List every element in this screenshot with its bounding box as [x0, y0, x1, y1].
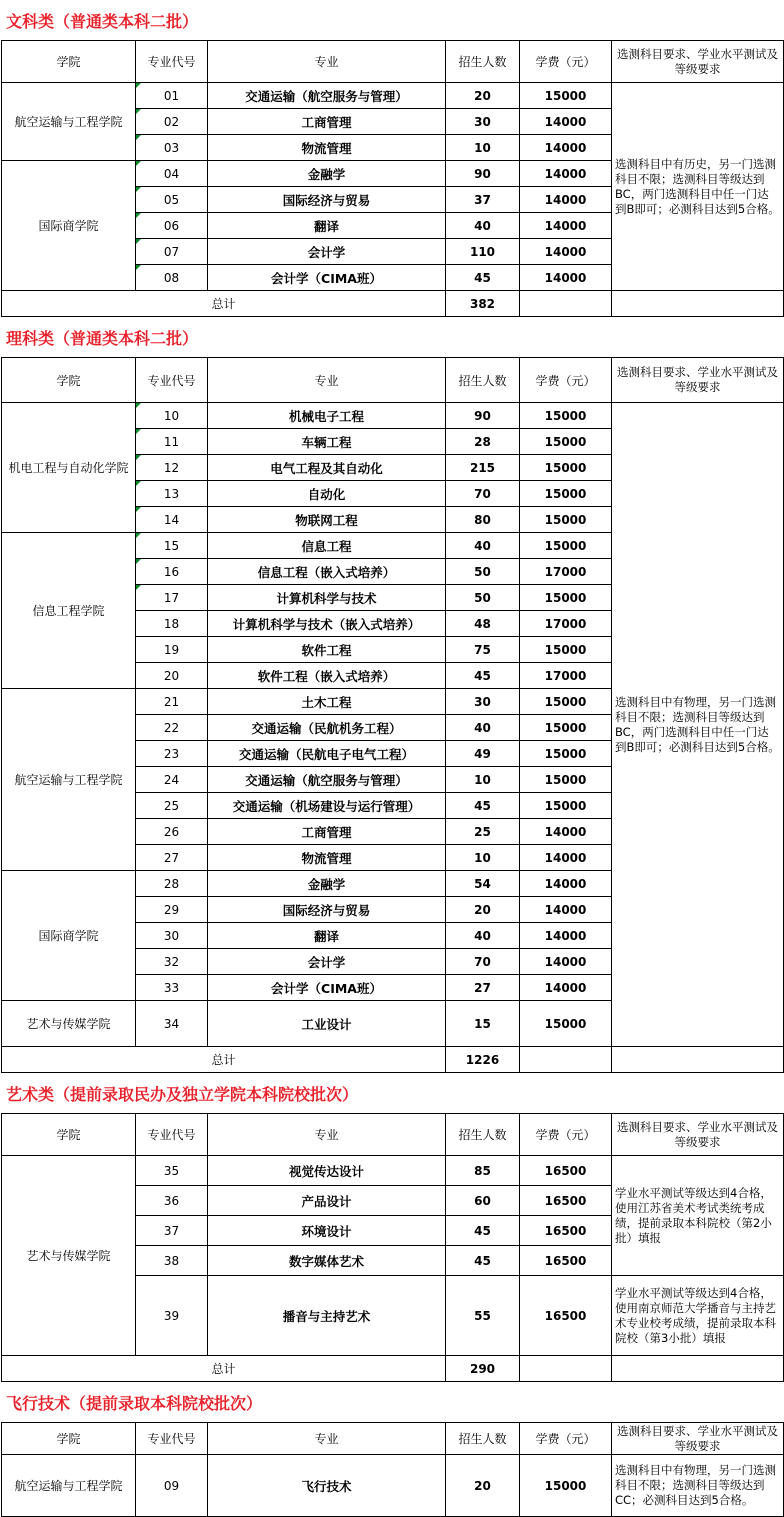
- quota-cell: 20: [446, 83, 520, 109]
- fee-cell: 15000: [520, 585, 612, 611]
- header-code: 专业代号: [136, 1423, 208, 1455]
- major-cell: 翻译: [208, 923, 446, 949]
- fee-cell: 14000: [520, 109, 612, 135]
- code-cell: 21: [136, 689, 208, 715]
- table-row: [2, 1455, 784, 1517]
- major-cell: 工商管理: [208, 819, 446, 845]
- fee-cell: 15000: [520, 793, 612, 819]
- fee-cell: 15000: [520, 83, 612, 109]
- empty-cell: [520, 291, 612, 317]
- fee-cell: 15000: [520, 1455, 612, 1517]
- quota-cell: 10: [446, 767, 520, 793]
- quota-cell: 40: [446, 213, 520, 239]
- major-cell: 飞行技术: [208, 1455, 446, 1517]
- fee-cell: 14000: [520, 975, 612, 1001]
- total-row: [2, 1356, 784, 1382]
- header-major: 专业: [208, 41, 446, 83]
- header-fee: 学费（元）: [520, 358, 612, 403]
- fee-cell: 14000: [520, 923, 612, 949]
- college-cell: 国际商学院: [2, 871, 136, 1001]
- section-title-arts: 艺术类（提前录取民办及独立学院本科院校批次）: [6, 1085, 359, 1104]
- fee-cell: 14000: [520, 187, 612, 213]
- major-cell: 机械电子工程: [208, 403, 446, 429]
- major-cell: 交通运输（民航电子电气工程）: [208, 741, 446, 767]
- header-college: 学院: [2, 1423, 136, 1455]
- header-major: 专业: [208, 1423, 446, 1455]
- quota-cell: 15: [446, 1001, 520, 1047]
- quota-cell: 45: [446, 793, 520, 819]
- major-cell: 视觉传达设计: [208, 1156, 446, 1186]
- code-cell: 24: [136, 767, 208, 793]
- code-cell: 14: [136, 507, 208, 533]
- code-cell: 04: [136, 161, 208, 187]
- quota-cell: 90: [446, 161, 520, 187]
- major-cell: 软件工程: [208, 637, 446, 663]
- major-cell: 车辆工程: [208, 429, 446, 455]
- quota-cell: 10: [446, 845, 520, 871]
- quota-cell: 215: [446, 455, 520, 481]
- fee-cell: 15000: [520, 507, 612, 533]
- major-cell: 会计学: [208, 239, 446, 265]
- code-cell: 17: [136, 585, 208, 611]
- major-cell: 交通运输（航空服务与管理）: [208, 83, 446, 109]
- quota-cell: 45: [446, 1246, 520, 1276]
- code-cell: 28: [136, 871, 208, 897]
- code-cell: 11: [136, 429, 208, 455]
- fee-cell: 14000: [520, 265, 612, 291]
- header-college: 学院: [2, 358, 136, 403]
- code-cell: 18: [136, 611, 208, 637]
- quota-cell: 28: [446, 429, 520, 455]
- fee-cell: 14000: [520, 845, 612, 871]
- section-title-science: 理科类（普通类本科二批）: [6, 329, 199, 348]
- header-quota: 招生人数: [446, 358, 520, 403]
- total-value: 1226: [446, 1047, 520, 1073]
- quota-cell: 30: [446, 109, 520, 135]
- total-label: 总计: [2, 1047, 446, 1073]
- college-cell: 国际商学院: [2, 161, 136, 291]
- requirement-cell: 选测科目中有物理，另一门选测科目不限；选测科目等级达到BC，两门选测科目中任一门达到B即可；必测科目达到5合格。: [612, 403, 784, 1047]
- quota-cell: 45: [446, 265, 520, 291]
- fee-cell: 16500: [520, 1156, 612, 1186]
- quota-cell: 40: [446, 923, 520, 949]
- fee-cell: 15000: [520, 455, 612, 481]
- fee-cell: 17000: [520, 611, 612, 637]
- total-row: [2, 1047, 784, 1073]
- flight-table: [1, 1422, 784, 1517]
- fee-cell: 14000: [520, 949, 612, 975]
- header-code: 专业代号: [136, 41, 208, 83]
- fee-cell: 14000: [520, 239, 612, 265]
- header-code: 专业代号: [136, 1114, 208, 1156]
- total-value: 290: [446, 1356, 520, 1382]
- quota-cell: 49: [446, 741, 520, 767]
- total-label: 总计: [2, 1356, 446, 1382]
- quota-cell: 110: [446, 239, 520, 265]
- fee-cell: 15000: [520, 741, 612, 767]
- header-major: 专业: [208, 358, 446, 403]
- code-cell: 08: [136, 265, 208, 291]
- quota-cell: 45: [446, 663, 520, 689]
- requirement-cell: 选测科目中有物理，另一门选测科目不限；选测科目等级达到CC；必测科目达到5合格。: [612, 1455, 784, 1517]
- major-cell: 工业设计: [208, 1001, 446, 1047]
- major-cell: 信息工程（嵌入式培养）: [208, 559, 446, 585]
- major-cell: 自动化: [208, 481, 446, 507]
- header-requirement: 选测科目要求、学业水平测试及等级要求: [612, 41, 784, 83]
- major-cell: 交通运输（航空服务与管理）: [208, 767, 446, 793]
- header-quota: 招生人数: [446, 1114, 520, 1156]
- major-cell: 国际经济与贸易: [208, 897, 446, 923]
- quota-cell: 70: [446, 949, 520, 975]
- fee-cell: 16500: [520, 1216, 612, 1246]
- fee-cell: 14000: [520, 819, 612, 845]
- code-cell: 32: [136, 949, 208, 975]
- quota-cell: 60: [446, 1186, 520, 1216]
- header-fee: 学费（元）: [520, 1114, 612, 1156]
- college-cell: 信息工程学院: [2, 533, 136, 689]
- major-cell: 计算机科学与技术（嵌入式培养）: [208, 611, 446, 637]
- major-cell: 会计学（CIMA班）: [208, 975, 446, 1001]
- major-cell: 数字媒体艺术: [208, 1246, 446, 1276]
- section-title-liberal-arts: 文科类（普通类本科二批）: [6, 12, 199, 31]
- college-cell: 艺术与传媒学院: [2, 1156, 136, 1356]
- quota-cell: 48: [446, 611, 520, 637]
- college-cell: 航空运输与工程学院: [2, 83, 136, 161]
- code-cell: 33: [136, 975, 208, 1001]
- fee-cell: 15000: [520, 1001, 612, 1047]
- quota-cell: 50: [446, 585, 520, 611]
- fee-cell: 14000: [520, 871, 612, 897]
- requirement-cell: 学业水平测试等级达到4合格，使用南京师范大学播音与主持艺术专业校考成绩，提前录取本科院校（第3小批）填报: [612, 1276, 784, 1356]
- fee-cell: 15000: [520, 767, 612, 793]
- science-table: [1, 357, 784, 1073]
- quota-cell: 45: [446, 1216, 520, 1246]
- code-cell: 22: [136, 715, 208, 741]
- major-cell: 翻译: [208, 213, 446, 239]
- code-cell: 02: [136, 109, 208, 135]
- code-cell: 07: [136, 239, 208, 265]
- code-cell: 03: [136, 135, 208, 161]
- code-cell: 06: [136, 213, 208, 239]
- quota-cell: 80: [446, 507, 520, 533]
- requirement-cell: 学业水平测试等级达到4合格，使用江苏省美术考试类统考成绩，提前录取本科院校（第2小批）填报: [612, 1156, 784, 1276]
- major-cell: 金融学: [208, 161, 446, 187]
- major-cell: 电气工程及其自动化: [208, 455, 446, 481]
- table-row: [2, 1156, 784, 1186]
- quota-cell: 40: [446, 533, 520, 559]
- arts-table: [1, 1113, 784, 1382]
- header-fee: 学费（元）: [520, 1423, 612, 1455]
- major-cell: 物流管理: [208, 135, 446, 161]
- major-cell: 交通运输（机场建设与运行管理）: [208, 793, 446, 819]
- fee-cell: 15000: [520, 689, 612, 715]
- college-cell: 航空运输与工程学院: [2, 689, 136, 871]
- code-cell: 13: [136, 481, 208, 507]
- quota-cell: 75: [446, 637, 520, 663]
- code-cell: 01: [136, 83, 208, 109]
- major-cell: 信息工程: [208, 533, 446, 559]
- quota-cell: 90: [446, 403, 520, 429]
- total-label: 总计: [2, 291, 446, 317]
- major-cell: 软件工程（嵌入式培养）: [208, 663, 446, 689]
- empty-cell: [612, 1356, 784, 1382]
- header-fee: 学费（元）: [520, 41, 612, 83]
- code-cell: 29: [136, 897, 208, 923]
- total-value: 382: [446, 291, 520, 317]
- fee-cell: 14000: [520, 213, 612, 239]
- code-cell: 23: [136, 741, 208, 767]
- fee-cell: 17000: [520, 559, 612, 585]
- fee-cell: 15000: [520, 403, 612, 429]
- major-cell: 交通运输（民航机务工程）: [208, 715, 446, 741]
- fee-cell: 14000: [520, 161, 612, 187]
- college-cell: 艺术与传媒学院: [2, 1001, 136, 1047]
- empty-cell: [520, 1047, 612, 1073]
- code-cell: 39: [136, 1276, 208, 1356]
- major-cell: 金融学: [208, 871, 446, 897]
- major-cell: 土木工程: [208, 689, 446, 715]
- header-requirement: 选测科目要求、学业水平测试及等级要求: [612, 1423, 784, 1455]
- fee-cell: 15000: [520, 637, 612, 663]
- total-row: [2, 291, 784, 317]
- liberal-arts-table: [1, 40, 784, 317]
- major-cell: 会计学（CIMA班）: [208, 265, 446, 291]
- fee-cell: 15000: [520, 481, 612, 507]
- code-cell: 15: [136, 533, 208, 559]
- code-cell: 25: [136, 793, 208, 819]
- code-cell: 12: [136, 455, 208, 481]
- major-cell: 播音与主持艺术: [208, 1276, 446, 1356]
- fee-cell: 16500: [520, 1186, 612, 1216]
- quota-cell: 70: [446, 481, 520, 507]
- fee-cell: 16500: [520, 1276, 612, 1356]
- major-cell: 物流管理: [208, 845, 446, 871]
- fee-cell: 15000: [520, 429, 612, 455]
- quota-cell: 20: [446, 897, 520, 923]
- quota-cell: 20: [446, 1455, 520, 1517]
- header-college: 学院: [2, 41, 136, 83]
- code-cell: 16: [136, 559, 208, 585]
- fee-cell: 14000: [520, 897, 612, 923]
- major-cell: 计算机科学与技术: [208, 585, 446, 611]
- table-row: [2, 83, 784, 109]
- quota-cell: 40: [446, 715, 520, 741]
- code-cell: 27: [136, 845, 208, 871]
- empty-cell: [520, 1356, 612, 1382]
- major-cell: 工商管理: [208, 109, 446, 135]
- code-cell: 34: [136, 1001, 208, 1047]
- fee-cell: 15000: [520, 715, 612, 741]
- header-requirement: 选测科目要求、学业水平测试及等级要求: [612, 358, 784, 403]
- code-cell: 20: [136, 663, 208, 689]
- code-cell: 38: [136, 1246, 208, 1276]
- table-row: [2, 403, 784, 429]
- code-cell: 05: [136, 187, 208, 213]
- fee-cell: 17000: [520, 663, 612, 689]
- college-cell: 航空运输与工程学院: [2, 1455, 136, 1517]
- major-cell: 环境设计: [208, 1216, 446, 1246]
- fee-cell: 14000: [520, 135, 612, 161]
- major-cell: 产品设计: [208, 1186, 446, 1216]
- header-code: 专业代号: [136, 358, 208, 403]
- code-cell: 09: [136, 1455, 208, 1517]
- code-cell: 26: [136, 819, 208, 845]
- header-major: 专业: [208, 1114, 446, 1156]
- quota-cell: 55: [446, 1276, 520, 1356]
- requirement-cell: 选测科目中有历史，另一门选测科目不限；选测科目等级达到BC，两门选测科目中任一门达到B即可；必测科目达到5合格。: [612, 83, 784, 291]
- code-cell: 35: [136, 1156, 208, 1186]
- code-cell: 37: [136, 1216, 208, 1246]
- quota-cell: 85: [446, 1156, 520, 1186]
- code-cell: 30: [136, 923, 208, 949]
- college-cell: 机电工程与自动化学院: [2, 403, 136, 533]
- empty-cell: [612, 291, 784, 317]
- major-cell: 国际经济与贸易: [208, 187, 446, 213]
- major-cell: 会计学: [208, 949, 446, 975]
- header-quota: 招生人数: [446, 1423, 520, 1455]
- header-quota: 招生人数: [446, 41, 520, 83]
- fee-cell: 15000: [520, 533, 612, 559]
- section-title-flight: 飞行技术（提前录取本科院校批次）: [6, 1394, 263, 1413]
- quota-cell: 54: [446, 871, 520, 897]
- quota-cell: 37: [446, 187, 520, 213]
- code-cell: 36: [136, 1186, 208, 1216]
- code-cell: 19: [136, 637, 208, 663]
- quota-cell: 30: [446, 689, 520, 715]
- code-cell: 10: [136, 403, 208, 429]
- header-college: 学院: [2, 1114, 136, 1156]
- fee-cell: 16500: [520, 1246, 612, 1276]
- quota-cell: 50: [446, 559, 520, 585]
- header-requirement: 选测科目要求、学业水平测试及等级要求: [612, 1114, 784, 1156]
- major-cell: 物联网工程: [208, 507, 446, 533]
- empty-cell: [612, 1047, 784, 1073]
- quota-cell: 10: [446, 135, 520, 161]
- quota-cell: 25: [446, 819, 520, 845]
- quota-cell: 27: [446, 975, 520, 1001]
